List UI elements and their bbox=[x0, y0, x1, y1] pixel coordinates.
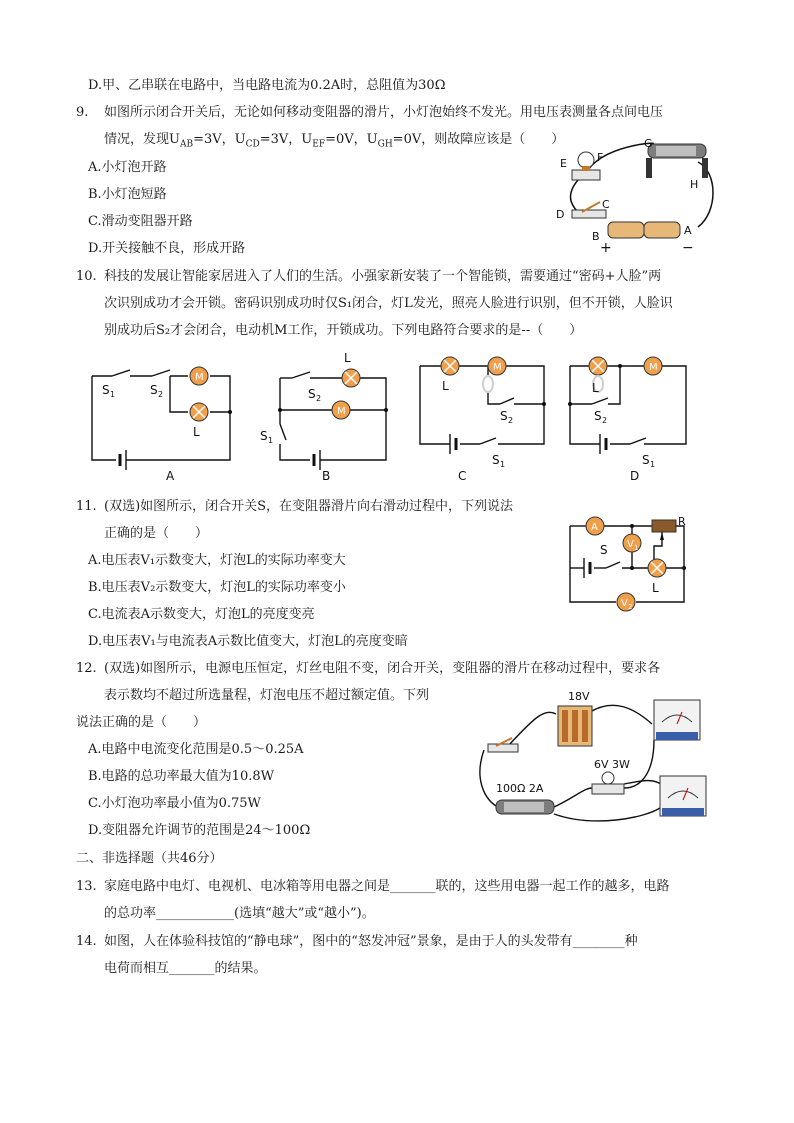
label-B: B bbox=[592, 230, 600, 243]
q14-number: 14. bbox=[76, 934, 97, 949]
q12-option-d: D.变阻器允许调节的范围是24～100Ω bbox=[88, 823, 311, 838]
svg-text:1: 1 bbox=[500, 460, 506, 469]
q11-option-d: D.电压表V₁与电流表A示数比值变大，灯泡L的亮度变暗 bbox=[88, 634, 408, 649]
svg-text:2: 2 bbox=[628, 603, 633, 611]
q11-stem-line1: (双选)如图所示，闭合开关S，在变阻器滑片向右滑动过程中，下列说法 bbox=[104, 499, 514, 514]
q11-number: 11. bbox=[76, 499, 97, 514]
label-plus: + bbox=[600, 240, 612, 254]
label-minus: − bbox=[682, 240, 694, 254]
b-s1: S bbox=[260, 429, 268, 443]
q11-ammeter-label: A bbox=[591, 522, 598, 533]
a-motor-label: M bbox=[195, 372, 204, 383]
label-F: F bbox=[597, 151, 604, 164]
q9-option-c: C.滑动变阻器开路 bbox=[88, 214, 193, 229]
q10-number: 10. bbox=[76, 269, 97, 284]
q10-circuit-c bbox=[414, 352, 554, 485]
q12-circuit-figure bbox=[474, 688, 714, 828]
q10-stem-line3: 别成功后S₂才会闭合，电动机M工作，开锁成功。下列电路符合要求的是--（ ） bbox=[104, 323, 583, 338]
q12-option-c: C.小灯泡功率最小值为0.75W bbox=[88, 796, 261, 811]
a-s2: S bbox=[150, 383, 158, 397]
c-s2: S bbox=[500, 409, 508, 423]
svg-text:1: 1 bbox=[634, 544, 639, 552]
q10-circuit-b bbox=[256, 348, 396, 485]
q9-number: 9. bbox=[76, 105, 89, 120]
svg-text:2: 2 bbox=[316, 394, 322, 403]
q9-stem-line1: 如图所示闭合开关后，无论如何移动变阻器的滑片，小灯泡始终不发光。用电压表测量各点间电压 bbox=[104, 105, 664, 120]
q11-stem-line2: 正确的是（ ） bbox=[104, 526, 209, 541]
q9-circuit-figure bbox=[548, 132, 728, 254]
a-s1: S bbox=[102, 383, 110, 397]
svg-text:1: 1 bbox=[268, 436, 274, 445]
q12-number: 12. bbox=[76, 661, 97, 676]
q11-option-b: B.电压表V₂示数变大，灯泡L的实际功率变小 bbox=[88, 580, 346, 595]
c-lamp-label: L bbox=[442, 379, 449, 393]
q11-v1-label: V bbox=[627, 539, 634, 550]
d-motor-label: M bbox=[649, 362, 658, 373]
q10-stem-line1: 科技的发展让智能家居进入了人们的生活。小强家新安装了一个智能锁，需要通过“密码+人脸”两 bbox=[104, 269, 662, 284]
label-H: H bbox=[690, 178, 699, 191]
q12-stem-line2: 表示数均不超过所选量程，灯泡电压不超过额定值。下列 bbox=[104, 688, 430, 703]
svg-text:1: 1 bbox=[650, 460, 656, 469]
q12-lamp-label: 6V 3W bbox=[594, 758, 630, 771]
q13-line1: 家庭电路中电灯、电视机、电冰箱等用电器之间是_______联的，这些用电器一起工作的越多，电路 bbox=[104, 879, 670, 894]
label-G: G bbox=[644, 137, 653, 150]
q10-stem-line2: 次识别成功才会开锁。密码识别成功时仅S₁闭合，灯L发光，照亮人脸进行识别，但不开锁，人脸识 bbox=[104, 296, 673, 311]
q11-switch-label: S bbox=[600, 543, 608, 557]
d-s2: S bbox=[594, 409, 602, 423]
a-lamp-label: L bbox=[193, 425, 200, 439]
q10-circuit-d bbox=[564, 352, 694, 485]
a-option: A bbox=[166, 469, 175, 483]
q14-line2: 电荷而相互_______的结果。 bbox=[104, 961, 267, 976]
q8-option-d: D.甲、乙串联在电路中，当电路电流为0.2A时，总阻值为30Ω bbox=[88, 78, 446, 93]
q11-circuit-figure bbox=[560, 512, 690, 612]
q11-lamp-label: L bbox=[652, 581, 659, 595]
q13-number: 13. bbox=[76, 879, 97, 894]
c-s1: S bbox=[492, 453, 500, 467]
q11-v2-label: V bbox=[621, 598, 628, 609]
d-lamp-label: L bbox=[592, 381, 599, 395]
c-motor-label: M bbox=[493, 362, 502, 373]
label-D: D bbox=[556, 208, 565, 221]
q10-circuit-a bbox=[86, 350, 236, 485]
c-option: C bbox=[458, 469, 467, 483]
b-s2: S bbox=[308, 387, 316, 401]
q11-rheostat-label: R bbox=[678, 515, 686, 528]
svg-text:2: 2 bbox=[508, 416, 514, 425]
q12-option-b: B.电路的总功率最大值为10.8W bbox=[88, 769, 274, 784]
q12-battery-label: 18V bbox=[568, 690, 590, 703]
label-C: C bbox=[602, 198, 610, 211]
b-option: B bbox=[322, 469, 331, 483]
q12-rheostat-label: 100Ω 2A bbox=[496, 782, 544, 795]
q12-stem-line1: (双选)如图所示，电源电压恒定，灯丝电阻不变，闭合开关，变阻器的滑片在移动过程中，要求各 bbox=[104, 661, 661, 676]
q9-option-b: B.小灯泡短路 bbox=[88, 187, 167, 202]
label-A: A bbox=[684, 224, 692, 237]
q12-option-a: A.电路中电流变化范围是0.5～0.25A bbox=[88, 742, 304, 757]
q9-option-a: A.小灯泡开路 bbox=[88, 160, 167, 175]
q9-stem-line2: 情况，发现$U_{AB}=3V$，$U_{CD}=3V$，$U_{EF}=0V$，$U_{GH}=0V$，则故障应该是（ ） bbox=[104, 132, 565, 150]
svg-text:2: 2 bbox=[158, 390, 164, 399]
q9-option-d: D.开关接触不良，形成开路 bbox=[88, 241, 246, 256]
section-heading: 二、非选择题（共46分） bbox=[76, 851, 223, 866]
svg-text:2: 2 bbox=[602, 416, 608, 425]
d-option: D bbox=[630, 469, 640, 483]
q14-line1: 如图，人在体验科技馆的“静电球”，图中的“怒发冲冠”景象，是由于人的头发带有________种 bbox=[104, 934, 638, 949]
b-motor-label: M bbox=[337, 406, 346, 417]
d-s1: S bbox=[642, 453, 650, 467]
q13-line2: 的总功率____________(选填“越大”或“越小”)。 bbox=[104, 906, 375, 921]
q11-option-a: A.电压表V₁示数变大，灯泡L的实际功率变大 bbox=[88, 553, 346, 568]
label-E: E bbox=[560, 157, 567, 170]
b-lamp-label: L bbox=[344, 351, 351, 365]
q12-stem-line3: 说法正确的是（ ） bbox=[76, 715, 207, 730]
svg-text:1: 1 bbox=[110, 390, 116, 399]
q11-option-c: C.电流表A示数变大，灯泡L的亮度变亮 bbox=[88, 607, 315, 622]
